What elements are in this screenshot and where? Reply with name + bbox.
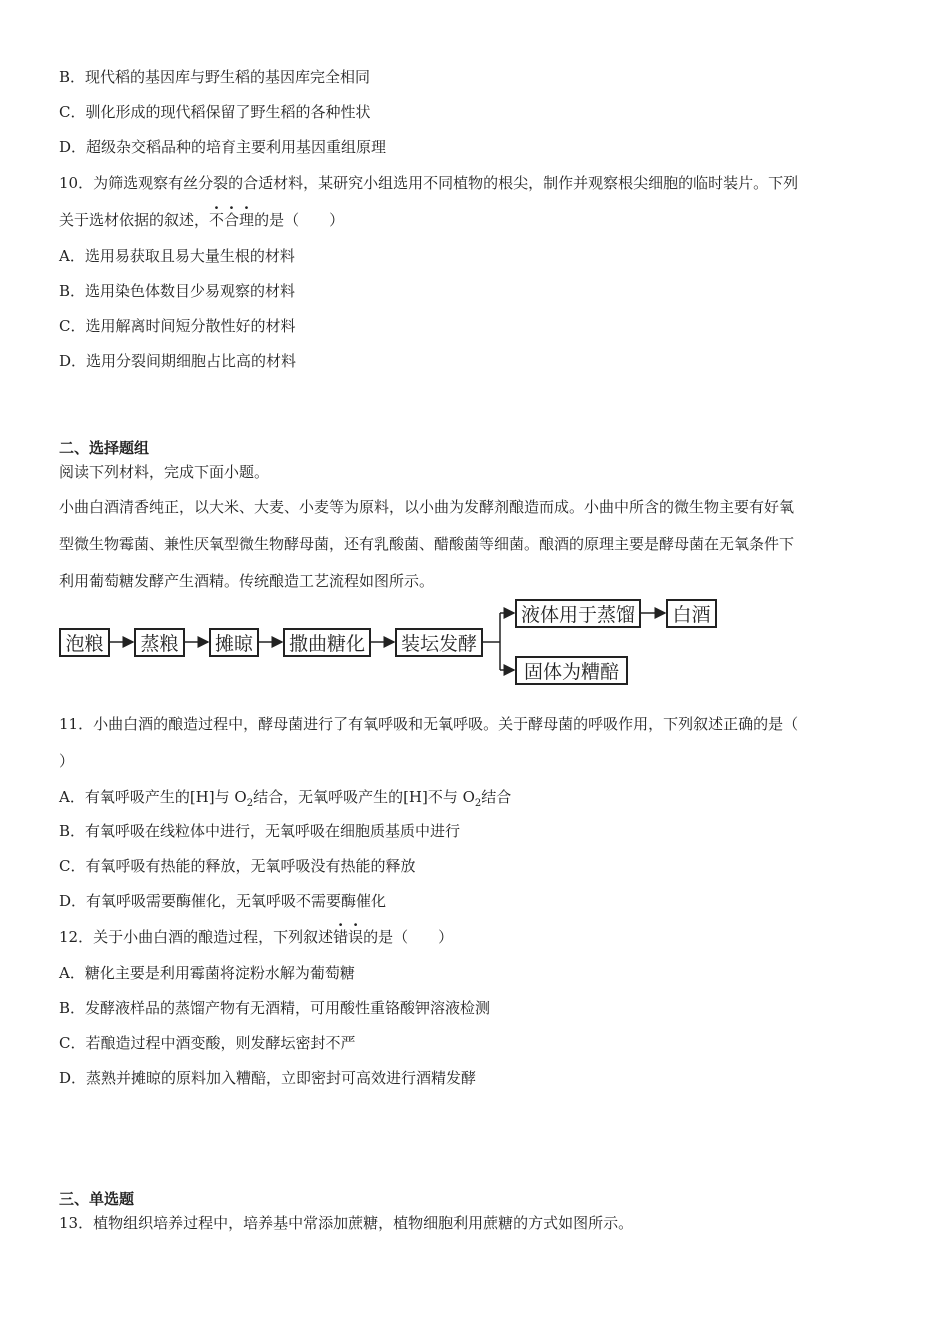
q10-stem-post: 的是（ ） [254, 211, 345, 229]
q12-option-b: B．发酵液样品的蒸馏产物有无酒精，可用酸性重铬酸钾溶液检测 [59, 999, 491, 1017]
q12-option-a: A．糖化主要是利用霉菌将淀粉水解为葡萄糖 [59, 964, 355, 982]
material-line3: 利用葡萄糖发酵产生酒精。传统酿造工艺流程如图所示。 [59, 572, 435, 590]
step-liquid-distill: 液体用于蒸馏 [515, 599, 641, 628]
step-steam-grain: 蒸粮 [134, 628, 185, 657]
q10-emph-char: 合 [224, 211, 240, 229]
q9-option-b: B．现代稻的基因库与野生稻的基因库完全相同 [59, 68, 371, 86]
q10-emph-char: 理 [239, 211, 255, 229]
q12-emph-char: 错 [333, 928, 349, 946]
material-line2: 型微生物霉菌、兼性厌氧型微生物酵母菌，还有乳酸菌、醋酸菌等细菌。酿酒的原理主要是酵母菌在无氧条件下 [59, 535, 795, 553]
q11-a-part3: 结合 [481, 788, 512, 806]
q12-stem [59, 926, 453, 947]
material-line1: 小曲白酒清香纯正，以大米、大麦、小麦等为原料，以小曲为发酵剂酿造而成。小曲中所含的微生物主要有好氧 [59, 498, 795, 516]
section3-heading: 三、单选题 [59, 1190, 135, 1208]
o2-subscript: 2 [246, 798, 254, 809]
q9-option-d: D．超级杂交稻品种的培育主要利用基因重组原理 [59, 138, 387, 156]
q11-option-b: B．有氧呼吸在线粒体中进行，无氧呼吸在细胞质基质中进行 [59, 822, 461, 840]
q12-option-c: C．若酿造过程中酒变酸，则发酵坛密封不严 [59, 1034, 356, 1052]
section2-heading: 二、选择题组 [59, 439, 150, 457]
q12-stem-post: 的是（ ） [363, 928, 454, 946]
q9-option-c: C．驯化形成的现代稻保留了野生稻的各种性状 [59, 103, 371, 121]
q10-option-b: B．选用染色体数目少易观察的材料 [59, 282, 296, 300]
section2-intro: 阅读下列材料，完成下面小题。 [59, 463, 270, 481]
q11-a-part2: 结合，无氧呼吸产生的[H]不与 O [253, 788, 475, 806]
q10-stem-line1: 10．为筛选观察有丝分裂的合适材料，某研究小组选用不同植物的根尖，制作并观察根尖细胞的临时装片。下列 [59, 174, 799, 192]
q12-stem-pre: 12．关于小曲白酒的酿造过程，下列叙述 [59, 928, 334, 946]
q11-stem-line2: ） [59, 752, 75, 770]
q10-option-d: D．选用分裂间期细胞占比高的材料 [59, 352, 297, 370]
q12-emph-char: 误 [348, 928, 364, 946]
q11-stem-line1: 11．小曲白酒的酿造过程中，酵母菌进行了有氧呼吸和无氧呼吸。关于酵母菌的呼吸作用，下列叙述正确的是（ [59, 715, 799, 733]
o2-subscript: 2 [474, 798, 482, 809]
q10-option-c: C．选用解离时间短分散性好的材料 [59, 317, 296, 335]
q11-option-d: D．有氧呼吸需要酶催化，无氧呼吸不需要酶催化 [59, 892, 387, 910]
q13-stem: 13．植物组织培养过程中，培养基中常添加蔗糖，植物细胞利用蔗糖的方式如图所示。 [59, 1214, 634, 1232]
step-ferment: 装坛发酵 [395, 628, 483, 657]
step-spread-cool: 摊晾 [209, 628, 259, 657]
step-soak-grain: 泡粮 [59, 628, 110, 657]
step-solid-residue: 固体为糟醅 [515, 656, 628, 685]
q12-option-d: D．蒸熟并摊晾的原料加入糟醅，立即密封可高效进行酒精发酵 [59, 1069, 477, 1087]
q11-option-a [59, 786, 511, 809]
step-liquor: 白酒 [666, 599, 717, 628]
step-saccharify: 撒曲糖化 [283, 628, 371, 657]
q10-option-a: A．选用易获取且易大量生根的材料 [59, 247, 295, 265]
q11-option-c: C．有氧呼吸有热能的释放，无氧呼吸没有热能的释放 [59, 857, 416, 875]
q10-stem-pre: 关于选材依据的叙述， [59, 211, 210, 229]
q11-a-part1: A．有氧呼吸产生的[H]与 O [59, 788, 247, 806]
q10-emph-char: 不 [209, 211, 225, 229]
